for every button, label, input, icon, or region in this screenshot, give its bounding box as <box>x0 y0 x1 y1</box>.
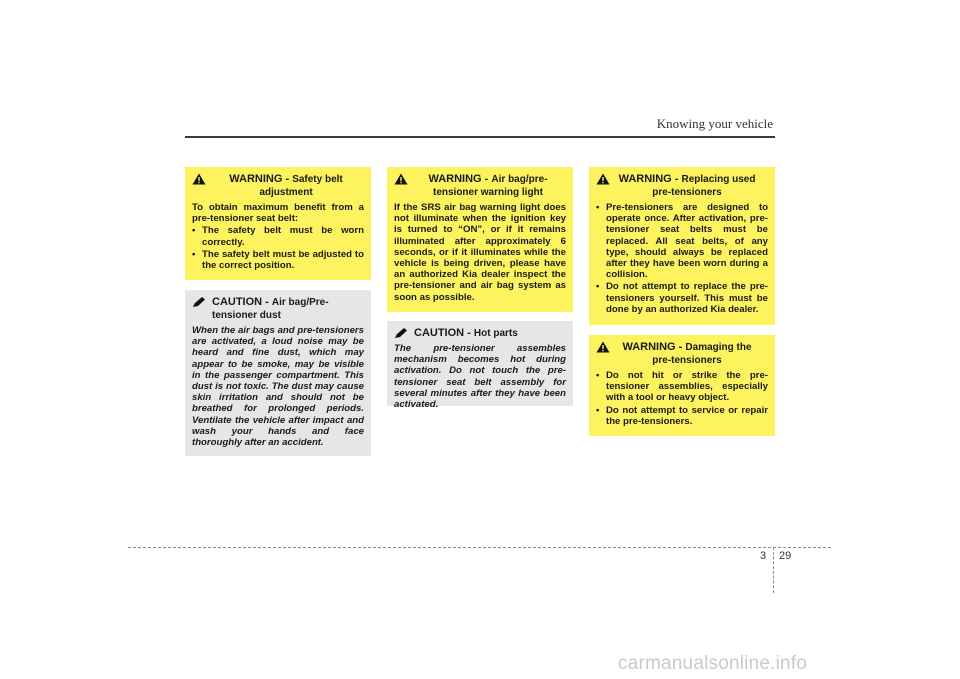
warning-triangle-icon <box>596 341 610 353</box>
warning-triangle-icon <box>394 173 408 185</box>
warning-subject: Air bag/pre-tensioner warning light <box>432 174 548 198</box>
warning-subject: Replacing used pre-tensioners <box>652 174 756 198</box>
list-item: • Do not attempt to service or repair the pre-tensioners. <box>596 405 768 427</box>
warning-box-warning-light <box>387 167 573 312</box>
warning-keyword: WARNING <box>428 173 482 185</box>
caution-keyword: CAUTION <box>212 296 263 308</box>
page-number: 29 <box>779 550 792 562</box>
warning-body: If the SRS air bag warning light does not illuminate when the ignition key is turned to “ON”, or if it remains illuminated after approximately 6 seconds, or if it illuminates while the vehicle is being driven, please have an authorized Kia dealer inspect the pre-tensioner and air bag system as soon as possible. <box>394 202 566 303</box>
warning-box-safety-belt-adjustment <box>185 167 371 280</box>
caution-box-hot-parts <box>387 321 573 411</box>
list-item: • Pre-tensioners are designed to operate once. After activation, pre-tensioner seat belts must be replaced. All seat belts, of any type, should always be replaced after they have been worn during a collision. <box>596 202 768 280</box>
pencil-caution-icon <box>192 296 206 308</box>
heading-dash: - <box>262 296 272 308</box>
caution-box-air-bag-dust <box>185 290 371 456</box>
list-item: • The safety belt must be worn correctly. <box>192 225 364 247</box>
warning-keyword: WARNING <box>618 173 672 185</box>
caution-subject: Hot parts <box>473 328 518 339</box>
warning-bullet-list <box>596 202 768 315</box>
heading-dash: - <box>671 173 682 185</box>
list-item: • Do not attempt to replace the pre-tensioners yourself. This must be done by an authorized Kia dealer. <box>596 281 768 315</box>
box-heading <box>596 173 768 199</box>
caution-body: When the air bags and pre-tensioners are activated, a loud noise may be heard and fine dust, which may appear to be smoke, may be visible in the passenger compartment. This dust is not toxic. The dust may cause skin irritation and should not be breathed for prolonged periods. Ventilate the vehicle after impact and wash your hands and face thoroughly after an accident. <box>192 325 364 449</box>
warning-box-damaging-pre-tensioners <box>589 335 775 436</box>
box-heading <box>394 327 566 340</box>
warning-intro: To obtain maximum benefit from a pre-tensioner seat belt: <box>192 202 364 225</box>
warning-box-replacing-pre-tensioners <box>589 167 775 325</box>
box-heading <box>192 173 364 199</box>
warning-subject: Damaging the pre-tensioners <box>652 342 752 366</box>
heading-dash: - <box>282 173 293 185</box>
heading-dash: - <box>675 341 686 353</box>
warning-bullet-list <box>596 370 768 427</box>
warning-keyword: WARNING <box>622 341 676 353</box>
watermark: carmanualsonline.info <box>618 653 808 674</box>
list-item: • Do not hit or strike the pre-tensioner assemblies, especially with a tool or heavy object. <box>596 370 768 404</box>
caution-body: The pre-tensioner assembles mechanism becomes hot during activation. Do not touch the pre-tensioner seat belt assembly for several minutes after they have been activated. <box>394 343 566 411</box>
caution-subject: Air bag/Pre-tensioner dust <box>212 297 329 321</box>
pencil-caution-icon <box>394 327 408 339</box>
section-title: Knowing your vehicle <box>656 116 773 131</box>
warning-triangle-icon <box>192 173 206 185</box>
footer-vertical-rule <box>773 547 774 593</box>
box-heading <box>394 173 566 199</box>
warning-keyword: WARNING <box>229 173 283 185</box>
chapter-number: 3 <box>760 550 767 562</box>
footer-rule <box>128 547 831 548</box>
box-heading <box>596 341 768 367</box>
warning-subject: Safety belt adjustment <box>259 174 343 198</box>
heading-dash: - <box>464 327 474 339</box>
warning-bullet-list <box>192 225 364 271</box>
list-item: • The safety belt must be adjusted to the correct position. <box>192 249 364 271</box>
heading-dash: - <box>481 173 492 185</box>
header-rule <box>185 136 775 138</box>
box-heading <box>192 296 364 322</box>
caution-keyword: CAUTION <box>414 327 465 339</box>
warning-triangle-icon <box>596 173 610 185</box>
